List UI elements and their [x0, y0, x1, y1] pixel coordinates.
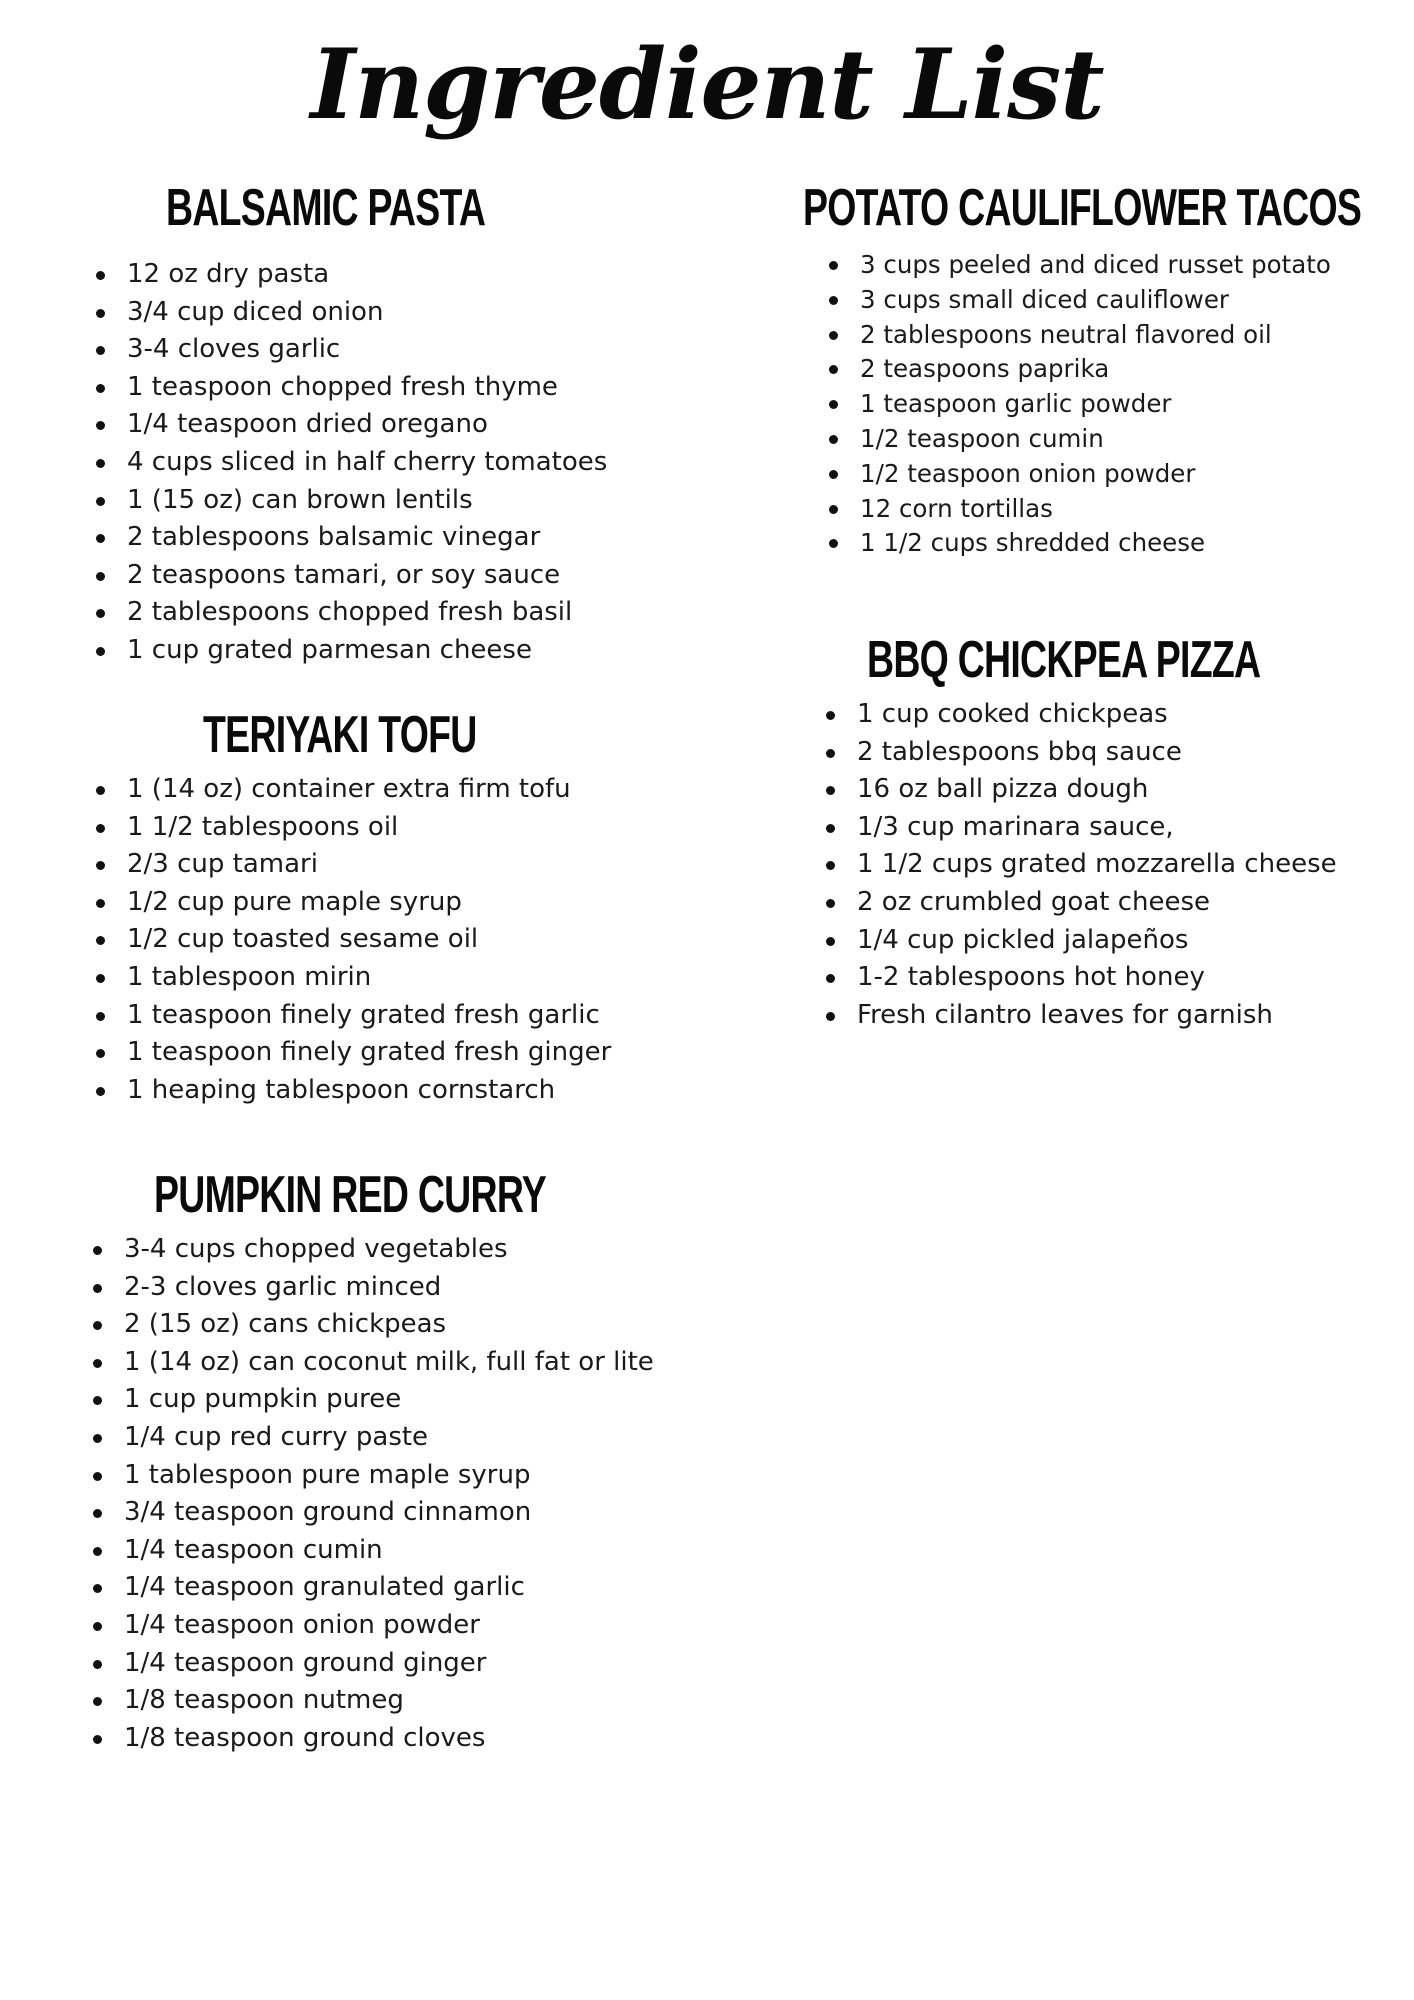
ingredient-item: 1/2 teaspoon cumin	[829, 422, 1414, 457]
ingredient-item: 1/4 teaspoon onion powder	[93, 1607, 698, 1645]
ingredient-item: 3 cups peeled and diced russet potato	[829, 248, 1414, 283]
ingredient-item: 2 tablespoons balsamic vinegar	[96, 519, 609, 557]
ingredient-item: 1/8 teaspoon nutmeg	[93, 1682, 698, 1720]
ingredient-item: 3/4 teaspoon ground cinnamon	[93, 1494, 698, 1532]
ingredient-item: 3 cups small diced cauliflower	[829, 283, 1414, 318]
recipe-teriyaki-tofu	[96, 705, 611, 1109]
ingredient-item: 1/4 teaspoon ground ginger	[93, 1645, 698, 1683]
ingredient-item: 1 tablespoon mirin	[96, 959, 611, 997]
ingredient-item: 1/4 teaspoon dried oregano	[96, 406, 609, 444]
ingredient-item: 3-4 cloves garlic	[96, 331, 609, 369]
ingredient-item: 1 teaspoon finely grated fresh ginger	[96, 1034, 611, 1072]
ingredient-list	[96, 771, 611, 1109]
ingredient-item: 12 oz dry pasta	[96, 256, 609, 294]
page-title: Ingredient List	[310, 28, 1104, 141]
ingredient-item: 1/2 cup toasted sesame oil	[96, 921, 611, 959]
recipe-heading: BBQ CHICKPEA PIZZA	[867, 631, 1261, 689]
recipe-pumpkin-red-curry	[93, 1165, 698, 1757]
ingredient-item: 2-3 cloves garlic minced	[93, 1269, 698, 1307]
ingredient-item: 2 teaspoons tamari, or soy sauce	[96, 557, 609, 595]
ingredient-item: 1 teaspoon finely grated fresh garlic	[96, 997, 611, 1035]
ingredient-list	[829, 248, 1414, 561]
ingredient-item: 3-4 cups chopped vegetables	[93, 1231, 698, 1269]
recipe-heading: TERIYAKI TOFU	[203, 706, 477, 764]
ingredient-list	[826, 696, 1413, 1034]
ingredient-item: 1/8 teaspoon ground cloves	[93, 1720, 698, 1758]
recipe-bbq-chickpea-pizza	[826, 630, 1413, 1034]
recipe-potato-cauliflower-tacos	[803, 178, 1414, 561]
ingredient-item: 1 1/2 cups shredded cheese	[829, 526, 1414, 561]
ingredient-item: 2 teaspoons paprika	[829, 352, 1414, 387]
ingredient-item: 1 teaspoon chopped fresh thyme	[96, 369, 609, 407]
ingredient-item: 1 (14 oz) container extra firm tofu	[96, 771, 611, 809]
ingredient-item: 1/3 cup marinara sauce,	[826, 809, 1413, 847]
ingredient-item: 1/2 cup pure maple syrup	[96, 884, 611, 922]
ingredient-item: 16 oz ball pizza dough	[826, 771, 1413, 809]
ingredient-item: 2/3 cup tamari	[96, 846, 611, 884]
ingredient-item: 2 oz crumbled goat cheese	[826, 884, 1413, 922]
ingredient-list	[96, 256, 609, 670]
ingredient-item: 1/4 teaspoon cumin	[93, 1532, 698, 1570]
ingredient-item: 1/4 cup pickled jalapeños	[826, 922, 1413, 960]
ingredient-item: 1 heaping tablespoon cornstarch	[96, 1072, 611, 1110]
recipe-heading: BALSAMIC PASTA	[166, 179, 486, 237]
recipe-heading: PUMPKIN RED CURRY	[154, 1166, 546, 1224]
ingredient-item: 1 tablespoon pure maple syrup	[93, 1457, 698, 1495]
ingredient-item: 1/4 teaspoon granulated garlic	[93, 1569, 698, 1607]
ingredient-item: 2 tablespoons chopped fresh basil	[96, 594, 609, 632]
ingredient-item: Fresh cilantro leaves for garnish	[826, 997, 1413, 1035]
recipe-heading: POTATO CAULIFLOWER TACOS	[803, 179, 1362, 237]
ingredient-item: 1/4 cup red curry paste	[93, 1419, 698, 1457]
ingredient-item: 1 teaspoon garlic powder	[829, 387, 1414, 422]
ingredient-item: 2 (15 oz) cans chickpeas	[93, 1306, 698, 1344]
ingredient-item: 3/4 cup diced onion	[96, 294, 609, 332]
ingredient-item: 2 tablespoons bbq sauce	[826, 734, 1413, 772]
recipe-balsamic-pasta	[96, 178, 609, 670]
ingredient-item: 1 1/2 tablespoons oil	[96, 809, 611, 847]
ingredient-item: 1 (15 oz) can brown lentils	[96, 482, 609, 520]
ingredient-list	[93, 1231, 698, 1757]
ingredient-item: 12 corn tortillas	[829, 492, 1414, 527]
ingredient-item: 1 cup grated parmesan cheese	[96, 632, 609, 670]
ingredient-item: 1-2 tablespoons hot honey	[826, 959, 1413, 997]
ingredient-item: 1 1/2 cups grated mozzarella cheese	[826, 846, 1413, 884]
ingredient-item: 1 (14 oz) can coconut milk, full fat or lite	[93, 1344, 698, 1382]
ingredient-item: 1 cup pumpkin puree	[93, 1381, 698, 1419]
ingredient-item: 2 tablespoons neutral flavored oil	[829, 318, 1414, 353]
ingredient-item: 4 cups sliced in half cherry tomatoes	[96, 444, 609, 482]
ingredient-item: 1 cup cooked chickpeas	[826, 696, 1413, 734]
ingredient-item: 1/2 teaspoon onion powder	[829, 457, 1414, 492]
